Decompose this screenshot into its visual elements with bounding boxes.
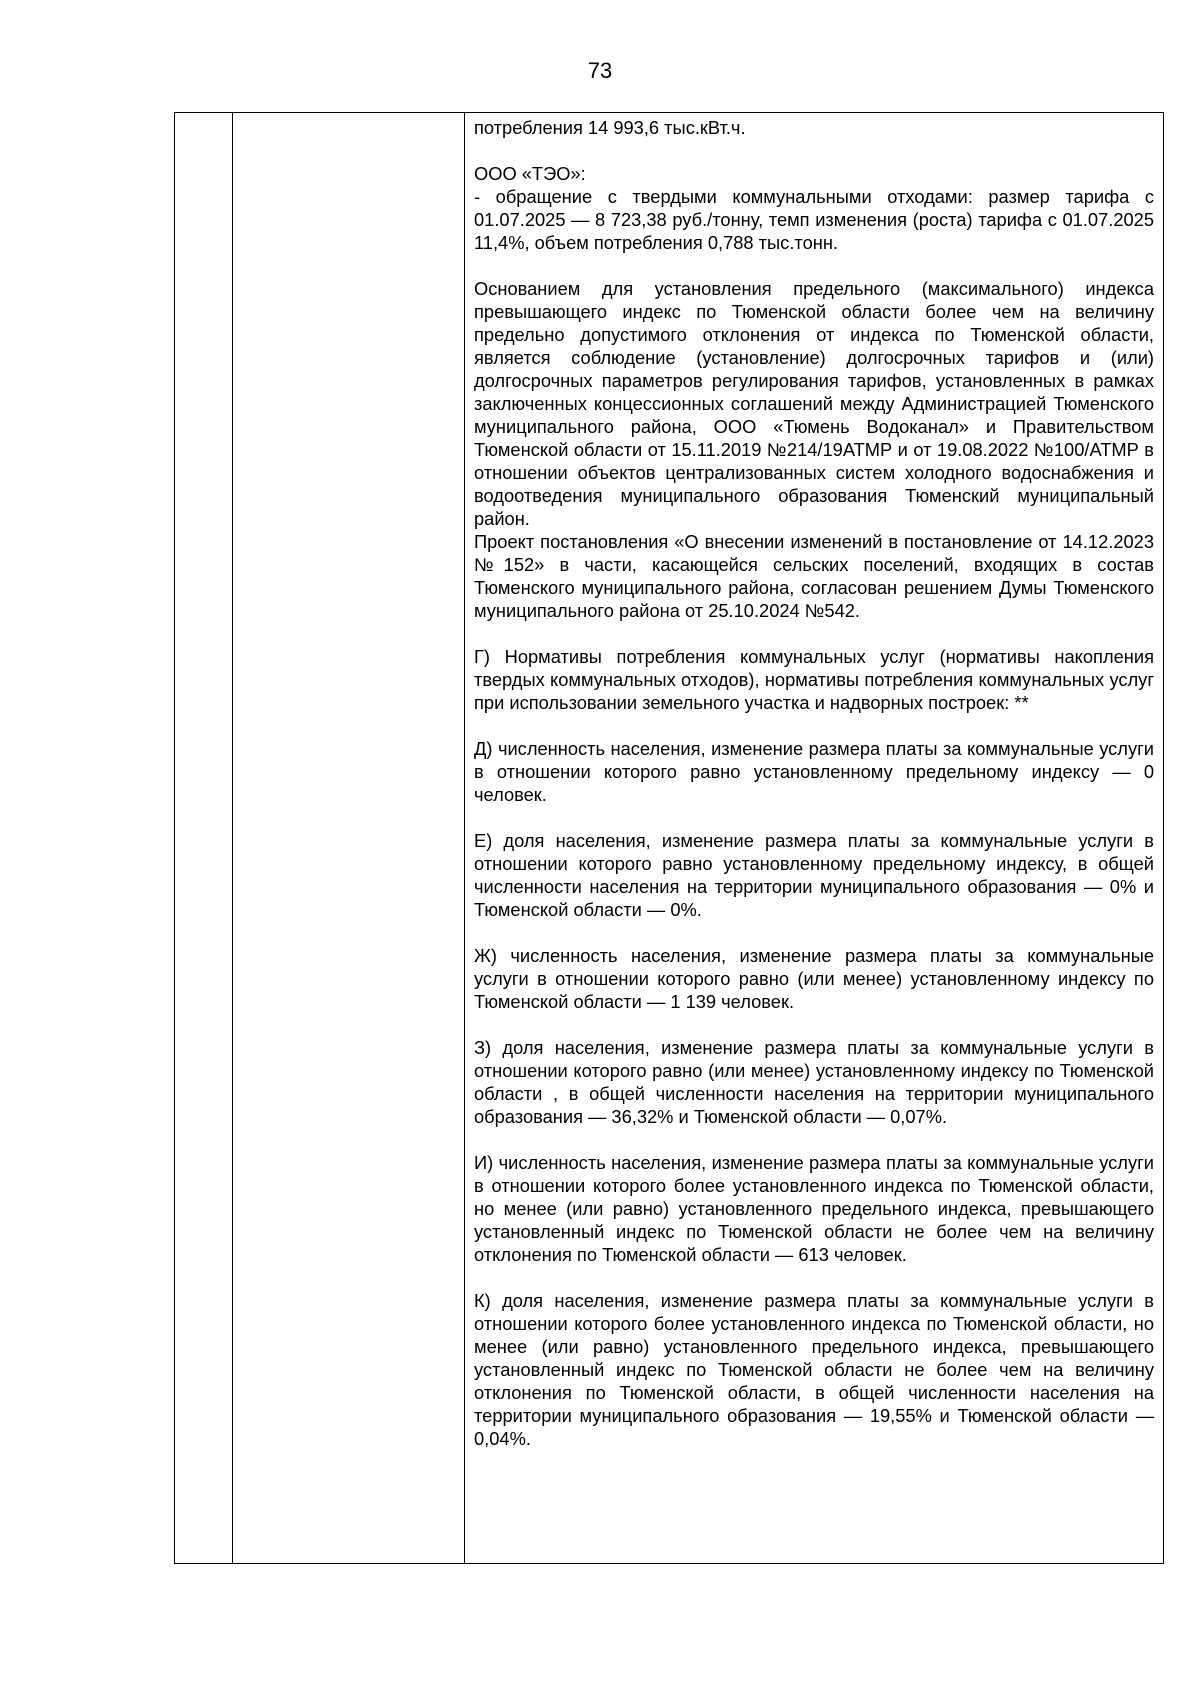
index-justification-paragraph: Основанием для установления предельного (максимального) индекса превышающего индекс по Тюменской области более чем на величину предельно допустимого отклонения от индекса по Тюменской области, является соблюдение (установление) долгосрочных тарифов и (или) долгосрочных параметров регулирования тарифов, установленных в рамках заключенных концессионных соглашений между Администрацией Тюменского муниципального района, ООО «Тюмень Водоканал» и Правительством Тюменской области от 15.11.2019 №214/19АТМР и от 19.08.2022 №100/АТМР в отношении объектов централизованных систем холодного водоснабжения и водоотведения муниципального образования Тюменский муниципальный район. <box>474 278 1154 529</box>
teo-tariff-paragraph <box>474 162 1154 254</box>
section-i-paragraph: И) численность населения, изменение размера платы за коммунальные услуги в отношении которого более установленного индекса по Тюменской области, но менее (или равно) установленного предельного индекса, превышающего установленный индекс по Тюменской области не более чем на величину отклонения по Тюменской области — 613 человек. <box>474 1152 1154 1265</box>
document-table <box>174 112 1164 1564</box>
page-number: 73 <box>587 58 613 83</box>
section-k-paragraph: К) доля населения, изменение размера платы за коммунальные услуги в отношении которого более установленного индекса по Тюменской области, но менее (или равно) установленного предельного индекса, превышающего установленный индекс по Тюменской области не более чем на величину отклонения по Тюменской области, в общей численности населения на территории муниципального образования — 19,55% и Тюменской области — 0,04%. <box>474 1290 1154 1449</box>
content-cell <box>474 116 1154 1473</box>
teo-tariff-details: - обращение с твердыми коммунальными отходами: размер тарифа с 01.07.2025 — 8 723,38 руб./тонну, темп изменения (роста) тарифа с 01.07.2025 11,4%, объем потребления 0,788 тыс.тонн. <box>474 186 1154 253</box>
section-zh-paragraph: Ж) численность населения, изменение размера платы за коммунальные услуги в отношении которого равно (или менее) установленному индексу по Тюменской области — 1 139 человек. <box>474 945 1154 1012</box>
consumption-volume-text: потребления 14 993,6 тыс.кВт.ч. <box>474 117 746 138</box>
teo-company-title: ООО «ТЭО»: <box>474 163 586 184</box>
column-divider-1 <box>232 113 233 1563</box>
section-d-paragraph: Д) численность населения, изменение размера платы за коммунальные услуги в отношении которого равно установленному предельному индексу — 0 человек. <box>474 738 1154 805</box>
section-g-paragraph: Г) Нормативы потребления коммунальных услуг (нормативы накопления твердых коммунальных отходов), нормативы потребления коммунальных услуг при использовании земельного участка и надворных построек: ** <box>474 646 1154 713</box>
column-divider-2 <box>464 113 465 1563</box>
resolution-draft-paragraph: Проект постановления «О внесении изменений в постановление от 14.12.2023 №152» в части, касающейся сельских поселений, входящих в состав Тюменского муниципального района, согласован решением Думы Тюменского муниципального района от 25.10.2024 №542. <box>474 531 1154 621</box>
section-e-paragraph: Е) доля населения, изменение размера платы за коммунальные услуги в отношении которого равно установленному предельному индексу, в общей численности населения на территории муниципального образования — 0% и Тюменской области — 0%. <box>474 830 1154 920</box>
section-z-paragraph: З) доля населения, изменение размера платы за коммунальные услуги в отношении которого равно (или менее) установленному индексу по Тюменской области , в общей численности населения на территории муниципального образования — 36,32% и Тюменской области — 0,07%. <box>474 1037 1154 1127</box>
